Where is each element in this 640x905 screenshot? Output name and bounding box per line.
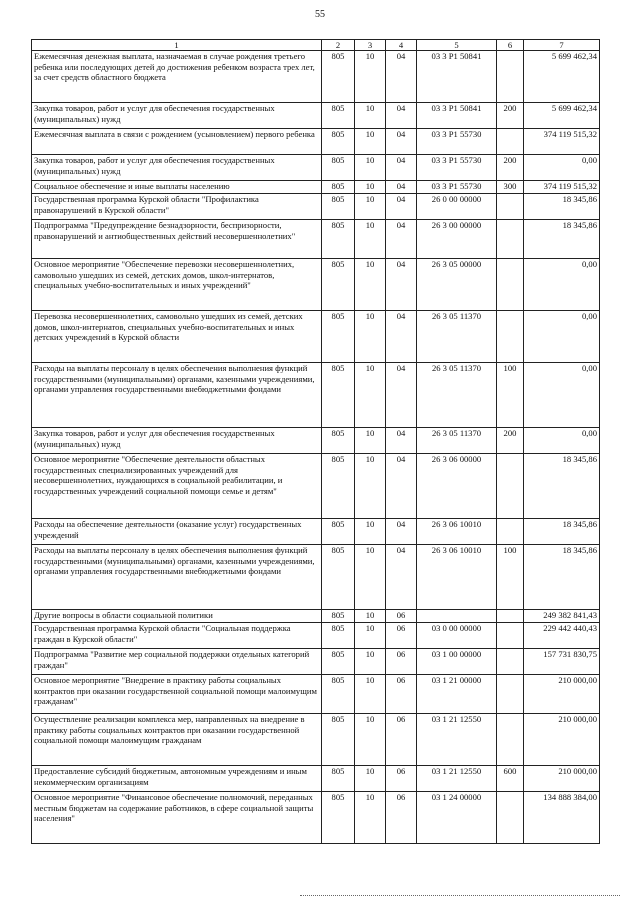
row-amount: 18 345,86 <box>524 194 600 220</box>
row-expense-type <box>497 519 524 545</box>
row-grbs: 805 <box>322 181 355 194</box>
row-amount: 134 888 384,00 <box>524 792 600 844</box>
row-section: 10 <box>355 194 386 220</box>
table-row <box>32 649 600 675</box>
row-target-article: 03 1 24 00000 <box>417 792 497 844</box>
column-header: 4 <box>386 40 417 51</box>
column-header: 6 <box>497 40 524 51</box>
row-target-article: 03 3 Р1 55730 <box>417 129 497 155</box>
row-expense-type: 100 <box>497 545 524 610</box>
row-subsection: 06 <box>386 714 417 766</box>
row-expense-type: 100 <box>497 363 524 428</box>
row-subsection: 04 <box>386 545 417 610</box>
row-name: Осуществление реализации комплекса мер, направленных на внедрение в практику работы социальных контрактов при оказании государственной социальной помощи малоимущим гражданам <box>32 714 322 766</box>
row-section: 10 <box>355 792 386 844</box>
table-row <box>32 129 600 155</box>
row-target-article: 03 3 Р1 50841 <box>417 103 497 129</box>
row-target-article: 26 0 00 00000 <box>417 194 497 220</box>
page-number: 55 <box>315 9 325 20</box>
row-name: Другие вопросы в области социальной политики <box>32 610 322 623</box>
row-amount: 18 345,86 <box>524 454 600 519</box>
row-expense-type: 200 <box>497 428 524 454</box>
row-subsection: 04 <box>386 220 417 259</box>
table-row <box>32 675 600 714</box>
row-target-article: 26 3 06 00000 <box>417 454 497 519</box>
row-target-article: 26 3 05 00000 <box>417 259 497 311</box>
table-row <box>32 155 600 181</box>
row-name: Подпрограмма "Предупреждение безнадзорности, беспризорности, правонарушений и антиобщественных действий несовершеннолетних" <box>32 220 322 259</box>
row-name: Закупка товаров, работ и услуг для обеспечения государственных (муниципальных) нужд <box>32 155 322 181</box>
row-target-article: 26 3 06 10010 <box>417 519 497 545</box>
row-section: 10 <box>355 766 386 792</box>
row-amount: 0,00 <box>524 155 600 181</box>
row-expense-type <box>497 714 524 766</box>
row-expense-type <box>497 51 524 103</box>
row-grbs: 805 <box>322 194 355 220</box>
row-subsection: 06 <box>386 610 417 623</box>
row-target-article: 03 3 Р1 50841 <box>417 51 497 103</box>
row-amount: 210 000,00 <box>524 766 600 792</box>
row-grbs: 805 <box>322 519 355 545</box>
row-name: Основное мероприятие "Обеспечение деятельности областных государственных специализированных учреждений для несовершеннолетних, нуждающихся в социальной реабилитации, и государственных учреждений социальной помощи семье и детям" <box>32 454 322 519</box>
row-grbs: 805 <box>322 675 355 714</box>
table-row <box>32 194 600 220</box>
row-expense-type <box>497 220 524 259</box>
table-row <box>32 714 600 766</box>
table-row <box>32 259 600 311</box>
row-grbs: 805 <box>322 623 355 649</box>
row-section: 10 <box>355 155 386 181</box>
row-section: 10 <box>355 428 386 454</box>
row-subsection: 04 <box>386 454 417 519</box>
row-subsection: 04 <box>386 363 417 428</box>
row-amount: 374 119 515,32 <box>524 129 600 155</box>
row-name: Основное мероприятие "Внедрение в практику работы социальных контрактов при оказании государственной социальной помощи малоимущим гражданам" <box>32 675 322 714</box>
table-row <box>32 454 600 519</box>
row-section: 10 <box>355 610 386 623</box>
row-target-article: 03 1 21 00000 <box>417 675 497 714</box>
column-header: 7 <box>524 40 600 51</box>
row-name: Закупка товаров, работ и услуг для обеспечения государственных (муниципальных) нужд <box>32 103 322 129</box>
row-expense-type <box>497 675 524 714</box>
row-section: 10 <box>355 311 386 363</box>
row-grbs: 805 <box>322 103 355 129</box>
row-name: Предоставление субсидий бюджетным, автономным учреждениям и иным некоммерческим организациям <box>32 766 322 792</box>
row-section: 10 <box>355 675 386 714</box>
row-grbs: 805 <box>322 129 355 155</box>
row-subsection: 04 <box>386 181 417 194</box>
row-section: 10 <box>355 714 386 766</box>
row-section: 10 <box>355 129 386 155</box>
row-grbs: 805 <box>322 714 355 766</box>
row-amount: 0,00 <box>524 259 600 311</box>
table-row <box>32 623 600 649</box>
row-target-article: 26 3 05 11370 <box>417 428 497 454</box>
row-amount: 210 000,00 <box>524 714 600 766</box>
row-expense-type <box>497 792 524 844</box>
row-amount: 374 119 515,32 <box>524 181 600 194</box>
row-name: Государственная программа Курской области "Профилактика правонарушений в Курской области" <box>32 194 322 220</box>
column-header: 3 <box>355 40 386 51</box>
row-expense-type <box>497 259 524 311</box>
row-grbs: 805 <box>322 610 355 623</box>
row-section: 10 <box>355 363 386 428</box>
row-grbs: 805 <box>322 428 355 454</box>
row-subsection: 06 <box>386 792 417 844</box>
row-target-article: 26 3 06 10010 <box>417 545 497 610</box>
row-section: 10 <box>355 649 386 675</box>
row-grbs: 805 <box>322 792 355 844</box>
row-target-article: 26 3 00 00000 <box>417 220 497 259</box>
row-target-article: 03 1 21 12550 <box>417 714 497 766</box>
row-section: 10 <box>355 51 386 103</box>
row-amount: 18 345,86 <box>524 545 600 610</box>
table-row <box>32 792 600 844</box>
row-name: Расходы на обеспечение деятельности (оказание услуг) государственных учреждений <box>32 519 322 545</box>
row-target-article: 26 3 05 11370 <box>417 363 497 428</box>
row-subsection: 06 <box>386 623 417 649</box>
row-subsection: 06 <box>386 675 417 714</box>
row-grbs: 805 <box>322 155 355 181</box>
row-section: 10 <box>355 259 386 311</box>
table-row <box>32 610 600 623</box>
row-section: 10 <box>355 220 386 259</box>
row-amount: 0,00 <box>524 363 600 428</box>
column-header: 2 <box>322 40 355 51</box>
row-grbs: 805 <box>322 311 355 363</box>
row-subsection: 04 <box>386 155 417 181</box>
page-bottom-rule <box>300 895 620 896</box>
budget-table <box>31 39 600 844</box>
table-row <box>32 519 600 545</box>
row-section: 10 <box>355 454 386 519</box>
column-header: 1 <box>32 40 322 51</box>
row-grbs: 805 <box>322 454 355 519</box>
row-target-article: 03 3 Р1 55730 <box>417 181 497 194</box>
row-expense-type <box>497 194 524 220</box>
row-grbs: 805 <box>322 766 355 792</box>
row-section: 10 <box>355 623 386 649</box>
row-grbs: 805 <box>322 649 355 675</box>
row-amount: 210 000,00 <box>524 675 600 714</box>
table-row <box>32 51 600 103</box>
row-subsection: 04 <box>386 428 417 454</box>
row-name: Подпрограмма "Развитие мер социальной поддержки отдельных категорий граждан" <box>32 649 322 675</box>
row-section: 10 <box>355 545 386 610</box>
row-name: Закупка товаров, работ и услуг для обеспечения государственных (муниципальных) нужд <box>32 428 322 454</box>
row-expense-type <box>497 311 524 363</box>
row-amount: 5 699 462,34 <box>524 51 600 103</box>
table-row <box>32 311 600 363</box>
row-name: Социальное обеспечение и иные выплаты населению <box>32 181 322 194</box>
table-row <box>32 545 600 610</box>
row-grbs: 805 <box>322 259 355 311</box>
row-amount: 0,00 <box>524 311 600 363</box>
row-grbs: 805 <box>322 220 355 259</box>
row-expense-type: 200 <box>497 155 524 181</box>
row-expense-type <box>497 129 524 155</box>
row-amount: 249 382 841,43 <box>524 610 600 623</box>
row-subsection: 06 <box>386 649 417 675</box>
row-expense-type <box>497 610 524 623</box>
row-subsection: 04 <box>386 194 417 220</box>
column-header: 5 <box>417 40 497 51</box>
table-row <box>32 220 600 259</box>
row-target-article: 03 0 00 00000 <box>417 623 497 649</box>
row-grbs: 805 <box>322 545 355 610</box>
row-amount: 18 345,86 <box>524 519 600 545</box>
row-name: Государственная программа Курской области "Социальная поддержка граждан в Курской области" <box>32 623 322 649</box>
row-expense-type: 600 <box>497 766 524 792</box>
row-expense-type <box>497 649 524 675</box>
row-section: 10 <box>355 519 386 545</box>
row-subsection: 04 <box>386 311 417 363</box>
row-name: Расходы на выплаты персоналу в целях обеспечения выполнения функций государственными (муниципальными) органами, казенными учреждениями, органами управления государственными внебюджетными фондами <box>32 363 322 428</box>
row-name: Ежемесячная выплата в связи с рождением (усыновлением) первого ребенка <box>32 129 322 155</box>
row-expense-type <box>497 454 524 519</box>
row-subsection: 04 <box>386 103 417 129</box>
row-expense-type: 200 <box>497 103 524 129</box>
row-target-article: 03 1 00 00000 <box>417 649 497 675</box>
row-grbs: 805 <box>322 363 355 428</box>
row-target-article: 03 1 21 12550 <box>417 766 497 792</box>
table-row <box>32 103 600 129</box>
row-subsection: 06 <box>386 766 417 792</box>
row-name: Основное мероприятие "Обеспечение перевозки несовершеннолетних, самовольно ушедших из семей, детских домов, школ-интернатов, специальных учебно-воспитательных и иных учреждений" <box>32 259 322 311</box>
table-row <box>32 363 600 428</box>
header-row <box>32 40 600 51</box>
row-name: Основное мероприятие "Финансовое обеспечение полномочий, переданных местным бюджетам на содержание работников, в сфере социальной защиты населения" <box>32 792 322 844</box>
row-amount: 229 442 440,43 <box>524 623 600 649</box>
row-target-article: 26 3 05 11370 <box>417 311 497 363</box>
row-target-article <box>417 610 497 623</box>
row-amount: 157 731 830,75 <box>524 649 600 675</box>
table-row <box>32 428 600 454</box>
row-subsection: 04 <box>386 129 417 155</box>
table-row <box>32 766 600 792</box>
row-amount: 18 345,86 <box>524 220 600 259</box>
row-grbs: 805 <box>322 51 355 103</box>
row-expense-type <box>497 623 524 649</box>
row-name: Перевозка несовершеннолетних, самовольно ушедших из семей, детских домов, школ-интернатов, специальных учебно-воспитательных и иных детских учреждений в Курской области <box>32 311 322 363</box>
table-row <box>32 181 600 194</box>
row-name: Ежемесячная денежная выплата, назначаемая в случае рождения третьего ребенка или последующих детей до достижения ребенком возраста трех лет, за счет средств областного бюджета <box>32 51 322 103</box>
row-target-article: 03 3 Р1 55730 <box>417 155 497 181</box>
row-amount: 0,00 <box>524 428 600 454</box>
row-subsection: 04 <box>386 51 417 103</box>
row-section: 10 <box>355 103 386 129</box>
row-name: Расходы на выплаты персоналу в целях обеспечения выполнения функций государственными (муниципальными) органами, казенными учреждениями, органами управления государственными внебюджетными фондами <box>32 545 322 610</box>
row-subsection: 04 <box>386 259 417 311</box>
row-section: 10 <box>355 181 386 194</box>
row-expense-type: 300 <box>497 181 524 194</box>
row-subsection: 04 <box>386 519 417 545</box>
row-amount: 5 699 462,34 <box>524 103 600 129</box>
